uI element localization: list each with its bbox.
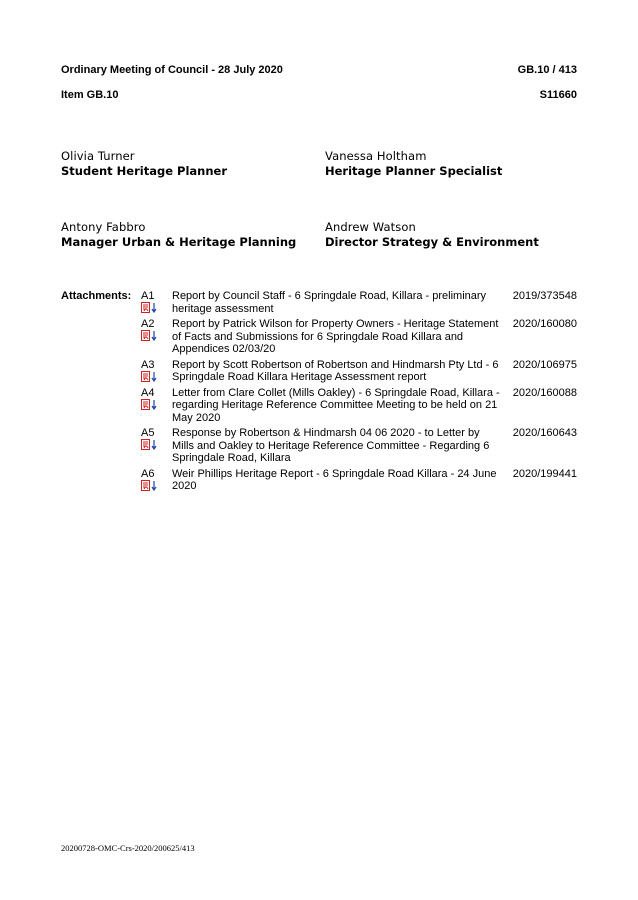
pdf-attachment-icon[interactable]	[141, 371, 161, 383]
attachment-reference: 2020/160088	[512, 386, 577, 399]
attachment-description: Response by Robertson & Hindmarsh 04 06 2020 - to Letter by Mills and Oakley to Heritage Reference Committee - Regarding 6 Springdale Road, Killara	[172, 427, 490, 464]
attachment-reference: 2020/160080	[512, 318, 577, 330]
page-reference: GB.10 / 413	[517, 64, 577, 76]
attachment-reference: 2019/373548	[512, 290, 577, 302]
signatory-2	[325, 149, 502, 179]
signatory-name: Olivia Turner	[61, 149, 135, 163]
attachment-id-cell[interactable]	[141, 427, 169, 451]
attachment-row-a1	[141, 290, 581, 315]
attachment-row-a5	[141, 427, 581, 465]
signatory-3	[61, 220, 296, 250]
attachment-id[interactable]: A2	[141, 318, 155, 330]
attachment-id-cell[interactable]	[141, 387, 169, 411]
signatory-title: Director Strategy & Environment	[325, 235, 539, 249]
attachment-description: Report by Council Staff - 6 Springdale Road, Killara - preliminary heritage assessment	[172, 290, 487, 315]
pdf-attachment-icon[interactable]	[141, 399, 161, 411]
attachment-reference: 2020/106975	[512, 358, 577, 371]
attachment-row-a6	[141, 468, 581, 493]
signatory-1	[61, 149, 227, 179]
pdf-attachment-icon[interactable]	[141, 439, 161, 451]
attachment-description: Letter from Clare Collet (Mills Oakley) - 6 Springdale Road, Killara - regarding Heritage Reference Committee Meeting to be held on 21 May 2020	[172, 386, 500, 424]
attachment-reference: 2020/160643	[512, 427, 577, 439]
item-number: Item GB.10	[61, 89, 119, 101]
attachment-id-cell[interactable]	[141, 359, 169, 383]
pdf-attachment-icon[interactable]	[141, 302, 161, 314]
attachment-row-a4	[141, 387, 581, 425]
attachment-description: Report by Scott Robertson of Robertson and Hindmarsh Pty Ltd - 6 Springdale Road Killara Heritage Assessment report	[172, 358, 499, 383]
pdf-attachment-icon[interactable]	[141, 330, 161, 342]
attachment-id-cell[interactable]	[141, 318, 169, 342]
meeting-title: Ordinary Meeting of Council - 28 July 2020	[61, 64, 283, 76]
signatory-name: Antony Fabbro	[61, 220, 146, 234]
attachment-id[interactable]: A4	[141, 386, 155, 399]
pdf-attachment-icon[interactable]	[141, 480, 161, 492]
attachment-description: Weir Phillips Heritage Report - 6 Springdale Road Killara - 24 June 2020	[172, 467, 497, 492]
attachment-id-cell[interactable]	[141, 290, 169, 314]
attachment-row-a2	[141, 318, 581, 356]
attachment-id[interactable]: A6	[141, 467, 155, 480]
attachments-list	[141, 290, 581, 496]
attachment-id[interactable]: A1	[141, 290, 155, 302]
attachment-id-cell[interactable]	[141, 468, 169, 492]
attachment-description: Report by Patrick Wilson for Property Owners - Heritage Statement of Facts and Submissions for 6 Springdale Road Killara and Appendices 02/03/20	[172, 318, 499, 355]
signatory-name: Andrew Watson	[325, 220, 416, 234]
file-reference: S11660	[539, 89, 577, 101]
attachments-label: Attachments:	[61, 290, 132, 302]
attachment-row-a3	[141, 359, 581, 384]
signatory-title: Student Heritage Planner	[61, 164, 227, 178]
signatory-title: Heritage Planner Specialist	[325, 164, 503, 178]
document-footer-id: 20200728-OMC-Crs-2020/200625/413	[61, 843, 195, 853]
signatory-4	[325, 220, 539, 250]
attachment-reference: 2020/199441	[512, 467, 577, 480]
signatory-name: Vanessa Holtham	[325, 149, 427, 163]
attachment-id[interactable]: A5	[141, 427, 155, 439]
attachment-id[interactable]: A3	[141, 358, 155, 371]
signatory-title: Manager Urban & Heritage Planning	[61, 235, 297, 249]
